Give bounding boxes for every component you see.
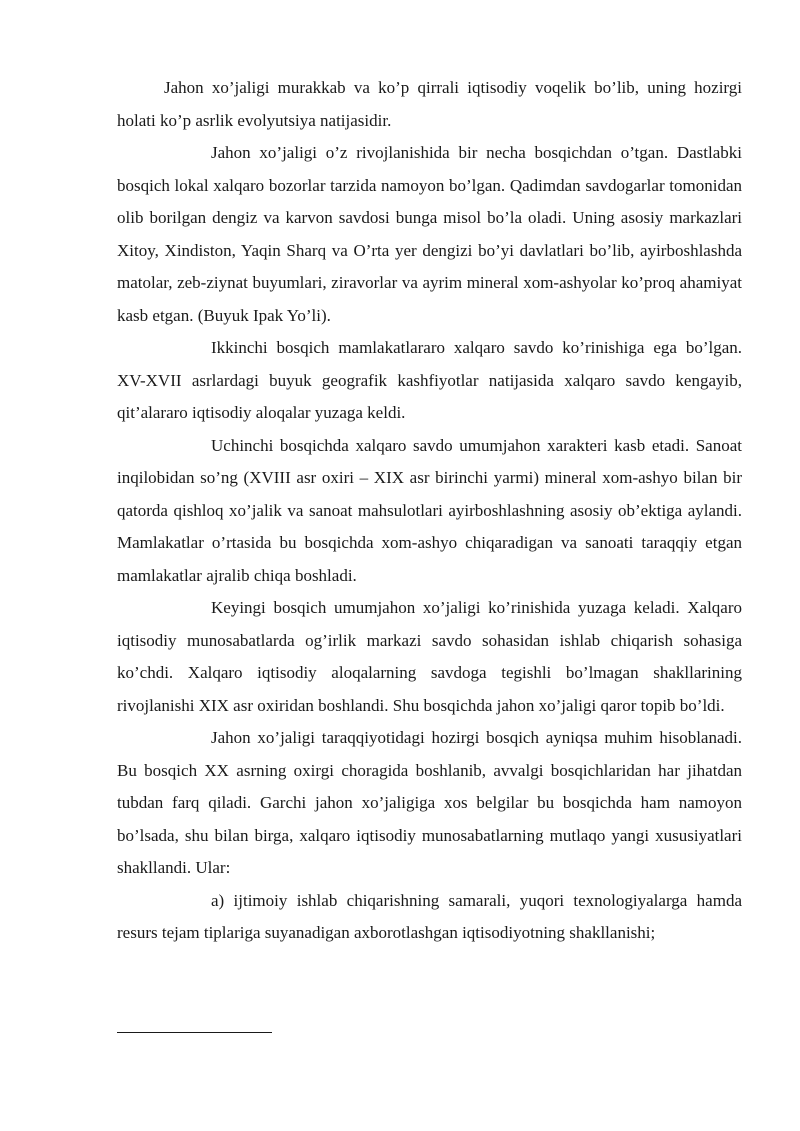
document-body	[117, 72, 742, 950]
paragraph-next-stage: Keyingi bosqich umumjahon xo’jaligi ko’rinishida yuzaga keladi. Xalqaro iqtisodiy munosabatlarda og’irlik markazi savdo sohasidan ishlab chiqarish sohasiga ko’chdi. Xalqaro iqtisodiy aloqalarning savdoga tegishli bo’lmagan shakllarining rivojlanishi XIX asr oxiridan boshlandi. Shu bosqichda jahon xo’jaligi qaror topib bo’ldi.	[117, 598, 742, 715]
paragraph-list-item-a: a) ijtimoiy ishlab chiqarishning samarali, yuqori texnologiyalarga hamda resurs tejam tiplariga suyanadigan axborotlashgan iqtisodiyotning shakllanishi;	[117, 890, 742, 942]
paragraph-intro: Jahon xo’jaligi murakkab va ko’p qirrali iqtisodiy voqelik bo’lib, uning hozirgi holati ko’p asrlik evolyutsiya natijasidir.	[117, 78, 742, 130]
paragraph-stages-overview: Jahon xo’jaligi o’z rivojlanishida bir necha bosqichdan o’tgan. Dastlabki bosqich lokal xalqaro bozorlar tarzida namoyon bo’lgan. Qadimdan savdogarlar tomonidan olib borilgan dengiz va karvon savdosi bunga misol bo’la oladi. Uning asosiy markazlari Xitoy, Xindiston, Yaqin Sharq va O’rta yer dengizi bo’yi davlatlari bo’lib, ayirboshlashda matolar, zeb-ziynat buyumlari, ziravorlar va ayrim mineral xom-ashyolar ko’proq ahamiyat kasb etgan. (Buyuk Ipak Yo’li).	[117, 143, 742, 325]
paragraph-second-stage: Ikkinchi bosqich mamlakatlararo xalqaro savdo ko’rinishiga ega bo’lgan. XV-XVII asrlardagi buyuk geografik kashfiyotlar natijasida xalqaro savdo kengayib, qit’alararo iqtisodiy aloqalar yuzaga keldi.	[117, 338, 742, 422]
footnote-separator	[117, 1032, 272, 1033]
paragraph-third-stage: Uchinchi bosqichda xalqaro savdo umumjahon xarakteri kasb etadi. Sanoat inqilobidan so’ng (XVIII asr oxiri – XIX asr birinchi yarmi) mineral xom-ashyo bilan bir qatorda qishloq xo’jalik va sanoat mahsulotlari ayirboshlashning asosiy ob’ektiga aylandi. Mamlakatlar o’rtasida bu bosqichda xom-ashyo chiqaradigan va sanoati taraqqiy etgan mamlakatlar ajralib chiqa boshladi.	[117, 435, 742, 585]
paragraph-current-stage: Jahon xo’jaligi taraqqiyotidagi hozirgi bosqich ayniqsa muhim hisoblanadi. Bu bosqich XX asrning oxirgi choragida boshlanib, avvalgi bosqichlaridan har jihatdan tubdan farq qiladi. Garchi jahon xo’jaligiga xos belgilar bu bosqichda ham namoyon bo’lsada, shu bilan birga, xalqaro iqtisodiy munosabatlarning mutlaqo yangi xususiyatlari shakllandi. Ular:	[117, 728, 742, 877]
